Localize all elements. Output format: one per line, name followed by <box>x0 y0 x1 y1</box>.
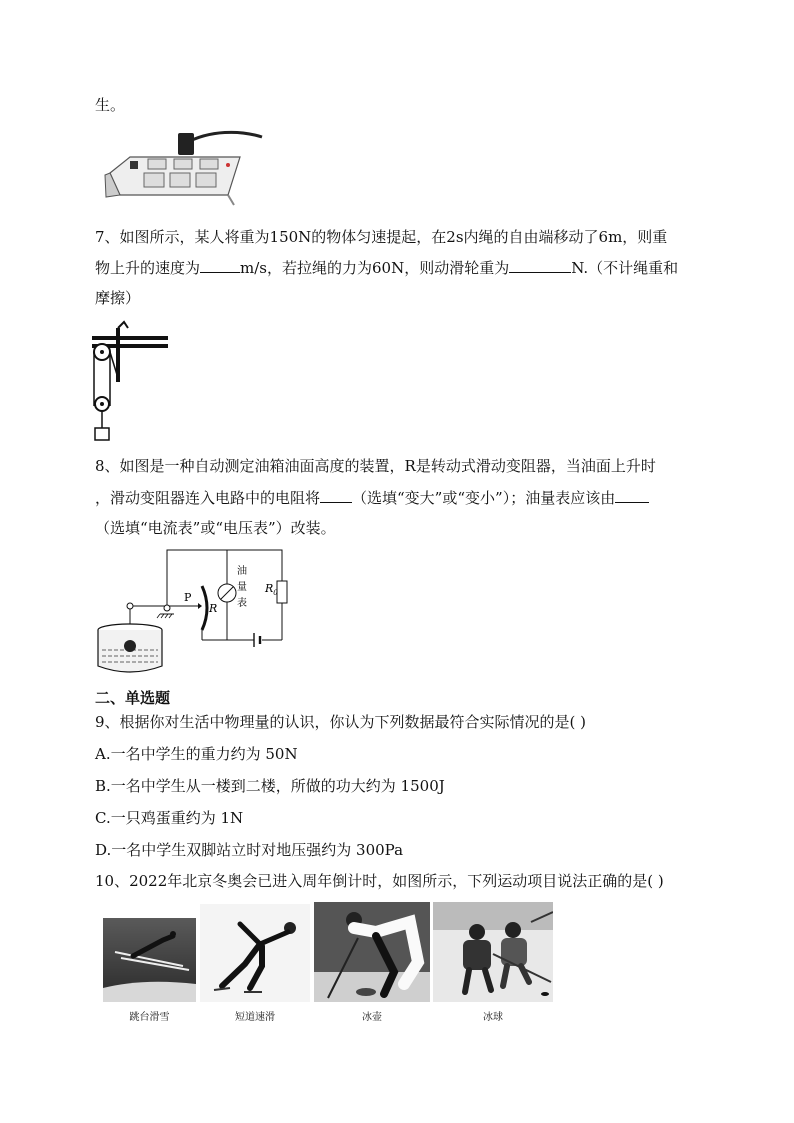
q8-line-3: （选填“电流表”或“电压表”）改装。 <box>95 519 336 537</box>
q8-text-b: （选填“变大”或“变小”）；油量表应该由 <box>352 489 616 507</box>
caption-curling: 冰壶 <box>362 1012 382 1023</box>
q9-option-d[interactable]: D.一名中学生双脚站立时对地压强约为 300Pa <box>95 841 404 859</box>
q8-blank-meter-type[interactable] <box>615 488 649 503</box>
label-slider-p: P <box>184 591 192 604</box>
caption-ski-jumping: 跳台滑雪 <box>129 1012 170 1023</box>
meter-label-char-1: 油 <box>237 566 247 577</box>
q9-option-b[interactable]: B.一名中学生从一楼到二楼，所做的功大约为 1500J <box>95 777 445 795</box>
ski-jumping-photo <box>103 918 196 1002</box>
ice-hockey-photo <box>433 902 553 1002</box>
oil-level-circuit-figure <box>94 546 294 682</box>
speed-skating-image <box>200 904 310 1002</box>
q7-text-a: 物上升的速度为 <box>95 259 201 277</box>
caption-ice-hockey: 冰球 <box>483 1012 503 1023</box>
ski-jumping-image <box>103 918 196 1002</box>
label-resistor-r: R <box>209 602 218 615</box>
meter-label-char-3: 表 <box>237 598 247 609</box>
q8-line-2 <box>95 488 649 508</box>
q7-text-c: N.（不计绳重和 <box>571 259 679 277</box>
q8-text-a: ，滑动变阻器连入电路中的电阻将 <box>95 489 321 507</box>
section-title: 二、单选题 <box>95 689 171 707</box>
q7-text-b: m/s，若拉绳的力为60N，则动滑轮重为 <box>240 259 510 277</box>
circuit-diagram <box>94 546 294 682</box>
speed-skating-photo <box>200 904 310 1002</box>
meter-label-char-2: 量 <box>237 582 247 593</box>
text-fragment: 生。 <box>95 96 126 114</box>
ice-hockey-image <box>433 902 553 1002</box>
q7-line-2 <box>95 258 678 278</box>
q9-option-c[interactable]: C.一只鸡蛋重约为 1N <box>95 809 244 827</box>
curling-photo <box>314 902 430 1002</box>
q10-stem: 10、2022年北京冬奥会已进入周年倒计时，如图所示，下列运动项目说法正确的是( ) <box>95 872 664 890</box>
label-resistor-r0 <box>264 582 278 597</box>
q9-option-a[interactable]: A.一名中学生的重力约为 50N <box>95 745 298 763</box>
label-r0-subscript: 0 <box>273 589 278 597</box>
q7-line-1: 7、如图所示，某人将重为150N的物体匀速提起，在2s内绳的自由端移动了6m，则重 <box>95 228 668 246</box>
pulley-diagram <box>88 318 173 446</box>
q8-line-1: 8、如图是一种自动测定油箱油面高度的装置，R是转动式滑动变阻器，当油面上升时 <box>95 457 656 475</box>
q8-blank-resistance[interactable] <box>320 488 352 503</box>
caption-speed-skating: 短道速滑 <box>235 1012 275 1023</box>
q7-blank-pulley-weight[interactable] <box>509 258 571 273</box>
label-r0-main: R <box>265 582 274 595</box>
q9-stem: 9、根据你对生活中物理量的认识，你认为下列数据最符合实际情况的是( ) <box>95 713 587 731</box>
curling-image <box>314 902 430 1002</box>
pulley-figure <box>88 318 173 446</box>
q7-blank-speed[interactable] <box>200 258 240 273</box>
power-strip-figure <box>100 125 265 210</box>
power-strip-image <box>100 125 265 210</box>
q7-line-3: 摩擦） <box>95 289 141 307</box>
